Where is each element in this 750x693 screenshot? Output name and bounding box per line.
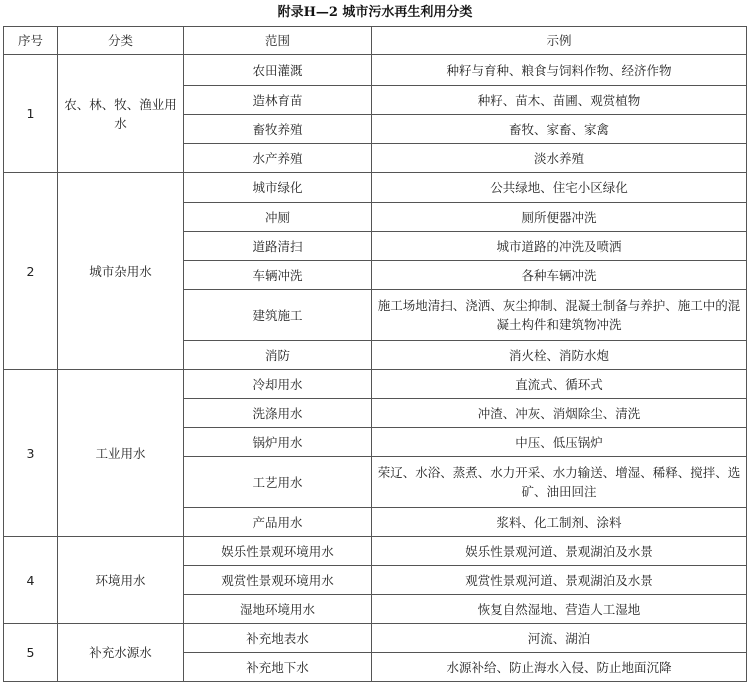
category-cell: 补充水源水: [58, 624, 184, 682]
scope-cell: 产品用水: [184, 508, 372, 537]
seq-cell: 5: [4, 624, 58, 682]
category-cell: 工业用水: [58, 370, 184, 537]
scope-cell: 造林育苗: [184, 86, 372, 115]
table-row: [4, 55, 747, 86]
header-scope: 范围: [184, 27, 372, 55]
table-header-row: [4, 27, 747, 55]
example-cell: 种籽与育种、粮食与饲料作物、经济作物: [372, 55, 747, 86]
category-cell: 环境用水: [58, 537, 184, 624]
table-row: [4, 173, 747, 203]
example-cell: 城市道路的冲洗及喷洒: [372, 232, 747, 261]
example-cell: 畜牧、家畜、家禽: [372, 115, 747, 144]
scope-cell: 洗涤用水: [184, 399, 372, 428]
category-cell: 城市杂用水: [58, 173, 184, 370]
scope-cell: 冷却用水: [184, 370, 372, 399]
scope-cell: 城市绿化: [184, 173, 372, 203]
scope-cell: 水产养殖: [184, 144, 372, 173]
example-cell: 消火栓、消防水炮: [372, 341, 747, 370]
seq-cell: 2: [4, 173, 58, 370]
scope-cell: 补充地下水: [184, 653, 372, 682]
scope-cell: 娱乐性景观环境用水: [184, 537, 372, 566]
scope-cell: 农田灌溉: [184, 55, 372, 86]
example-cell: 荣辽、水浴、蒸煮、水力开采、水力输送、增湿、稀释、搅拌、选矿、油田回注: [372, 457, 747, 508]
example-cell: 娱乐性景观河道、景观湖泊及水景: [372, 537, 747, 566]
example-cell: 水源补给、防止海水入侵、防止地面沉降: [372, 653, 747, 682]
scope-cell: 消防: [184, 341, 372, 370]
example-cell: 中压、低压锅炉: [372, 428, 747, 457]
scope-cell: 道路清扫: [184, 232, 372, 261]
example-cell: 观赏性景观河道、景观湖泊及水景: [372, 566, 747, 595]
example-cell: 冲渣、冲灰、消烟除尘、清洗: [372, 399, 747, 428]
example-cell: 直流式、循环式: [372, 370, 747, 399]
scope-cell: 锅炉用水: [184, 428, 372, 457]
scope-cell: 车辆冲洗: [184, 261, 372, 290]
example-cell: 浆料、化工制剂、涂料: [372, 508, 747, 537]
example-cell: 河流、湖泊: [372, 624, 747, 653]
seq-cell: 3: [4, 370, 58, 537]
seq-cell: 4: [4, 537, 58, 624]
scope-cell: 建筑施工: [184, 290, 372, 341]
page-title: 附录H—2 城市污水再生利用分类: [277, 5, 473, 20]
category-cell: 农、林、牧、渔业用水: [58, 55, 184, 173]
table-row: [4, 537, 747, 566]
scope-cell: 冲厕: [184, 203, 372, 232]
header-example: 示例: [372, 27, 747, 55]
header-category: 分类: [58, 27, 184, 55]
scope-cell: 补充地表水: [184, 624, 372, 653]
example-cell: 种籽、苗木、苗圃、观赏植物: [372, 86, 747, 115]
example-cell: 施工场地清扫、浇洒、灰尘抑制、混凝土制备与养护、施工中的混凝土构件和建筑物冲洗: [372, 290, 747, 341]
scope-cell: 工艺用水: [184, 457, 372, 508]
table-row: [4, 370, 747, 399]
example-cell: 恢复自然湿地、营造人工湿地: [372, 595, 747, 624]
example-cell: 淡水养殖: [372, 144, 747, 173]
seq-cell: 1: [4, 55, 58, 173]
example-cell: 各种车辆冲洗: [372, 261, 747, 290]
scope-cell: 畜牧养殖: [184, 115, 372, 144]
example-cell: 厕所便器冲洗: [372, 203, 747, 232]
classification-table: [3, 26, 747, 682]
header-seq: 序号: [4, 27, 58, 55]
scope-cell: 湿地环境用水: [184, 595, 372, 624]
table-row: [4, 624, 747, 653]
scope-cell: 观赏性景观环境用水: [184, 566, 372, 595]
example-cell: 公共绿地、住宅小区绿化: [372, 173, 747, 203]
